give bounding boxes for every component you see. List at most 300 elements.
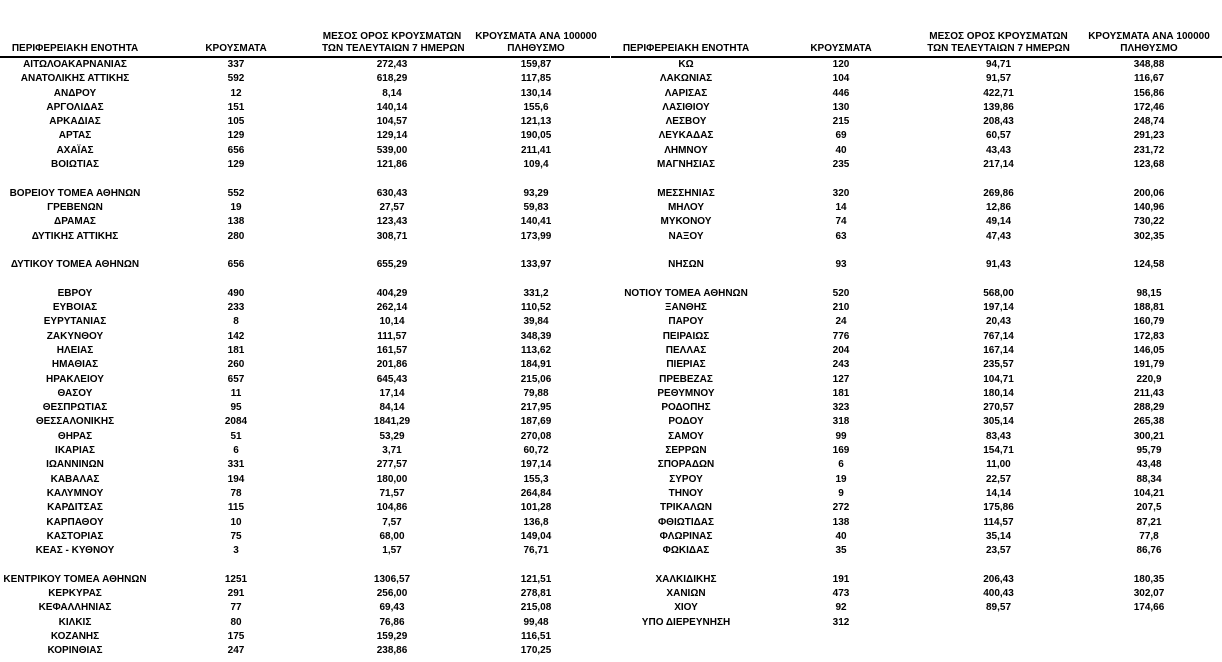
per100k-cell: 140,96 [1133, 201, 1165, 213]
cases-cell: 552 [227, 187, 245, 199]
cases-cell: 151 [227, 101, 245, 113]
avg7-cell: 94,71 [985, 59, 1012, 70]
region-cell: ΜΥΚΟΝΟΥ [660, 216, 712, 228]
region-cell: ΛΕΣΒΟΥ [665, 116, 707, 128]
per100k-cell: 136,8 [523, 516, 549, 528]
per100k-cell: 87,21 [1136, 516, 1162, 528]
per100k-cell: 170,25 [520, 645, 552, 657]
cases-cell: 210 [832, 302, 850, 314]
cases-cell: 127 [832, 373, 850, 385]
spacer-row [611, 272, 1222, 286]
cases-cell: 51 [230, 430, 242, 442]
per100k-cell: 217,95 [520, 402, 552, 414]
avg7-cell: 20,43 [985, 316, 1012, 328]
header-row [0, 0, 610, 57]
region-cell: ΚΟΖΑΝΗΣ [50, 630, 100, 642]
cases-cell: 6 [838, 459, 844, 471]
region-cell: ΠΕΙΡΑΙΩΣ [662, 330, 710, 342]
region-cell: ΚΩ [678, 59, 694, 70]
region-cell: ΙΩΑΝΝΙΝΩΝ [46, 459, 104, 471]
cases-cell: 194 [227, 473, 245, 485]
avg7-cell: 89,57 [985, 602, 1012, 614]
region-cell: ΛΑΚΩΝΙΑΣ [659, 73, 713, 85]
avg7-cell: 235,57 [983, 359, 1014, 371]
per100k-cell: 278,81 [520, 587, 552, 599]
table-row [0, 530, 610, 544]
table-row [611, 315, 1222, 329]
avg7-cell: 139,86 [983, 101, 1014, 113]
per100k-cell: 98,15 [1136, 287, 1162, 299]
table-row [0, 129, 610, 143]
per100k-cell: 110,52 [520, 302, 552, 314]
per100k-cell: 43,48 [1136, 459, 1162, 471]
avg7-cell: 69,43 [379, 602, 405, 614]
per100k-cell: 331,2 [523, 287, 549, 299]
avg7-cell: 104,71 [983, 373, 1014, 385]
cases-cell: 291 [227, 587, 245, 599]
header-avg7-line1: ΜΕΣΟΣ ΟΡΟΣ ΚΡΟΥΣΜΑΤΩΝ [929, 31, 1068, 42]
header-region-label: ΠΕΡΙΦΕΡΕΙΑΚΗ ΕΝΟΤΗΤΑ [622, 43, 750, 54]
region-cell: ΘΕΣΠΡΩΤΙΑΣ [42, 402, 108, 414]
per100k-cell: 159,87 [520, 59, 552, 70]
region-cell: ΤΡΙΚΑΛΩΝ [660, 502, 712, 514]
table-row [0, 115, 610, 129]
table-row [0, 501, 610, 515]
table-row [611, 444, 1222, 458]
region-cell: ΠΡΕΒΕΖΑΣ [659, 373, 713, 385]
avg7-cell: 22,57 [985, 473, 1012, 485]
table-row [611, 401, 1222, 415]
region-cell: ΚΕΝΤΡΙΚΟΥ ΤΟΜΕΑ ΑΘΗΝΩΝ [3, 573, 147, 585]
avg7-cell: 161,57 [376, 344, 408, 356]
avg7-cell: 767,14 [983, 330, 1014, 342]
per100k-cell: 220,9 [1136, 373, 1162, 385]
cases-cell: 40 [835, 144, 847, 156]
spacer-cell [611, 172, 1222, 186]
per100k-cell: 302,07 [1133, 587, 1165, 599]
cases-cell: 142 [227, 330, 245, 342]
header-per100k-line1: ΚΡΟΥΣΜΑΤΑ ΑΝΑ 100000 [1088, 31, 1210, 42]
header-avg7 [921, 0, 1076, 57]
cases-cell: 473 [832, 587, 850, 599]
region-cell: ΚΑΒΑΛΑΣ [50, 473, 100, 485]
cases-cell: 446 [832, 87, 850, 99]
cases-cell: 92 [835, 602, 847, 614]
per100k-cell [1076, 616, 1222, 630]
avg7-cell: 129,14 [376, 130, 408, 142]
cases-cell: 10 [230, 516, 242, 528]
region-cell: ΔΥΤΙΚΗΣ ΑΤΤΙΚΗΣ [31, 230, 119, 242]
region-cell: ΧΑΛΚΙΔΙΚΗΣ [655, 573, 717, 585]
avg7-cell: 7,57 [382, 516, 402, 528]
region-cell: ΑΧΑΪΑΣ [56, 144, 94, 156]
table-row [0, 301, 610, 315]
per100k-cell: 265,38 [1133, 416, 1165, 428]
per100k-cell: 130,14 [520, 87, 552, 99]
table-row [611, 258, 1222, 272]
avg7-cell: 400,43 [983, 587, 1014, 599]
table-row [0, 630, 610, 644]
per100k-cell: 77,8 [1139, 530, 1159, 542]
table-row [0, 430, 610, 444]
table-row [611, 301, 1222, 315]
avg7-cell: 84,14 [379, 402, 405, 414]
avg7-cell: 23,57 [985, 545, 1012, 557]
table-row [0, 516, 610, 530]
per100k-cell: 60,72 [523, 445, 549, 457]
per100k-cell: 174,66 [1133, 602, 1165, 614]
per100k-cell: 180,35 [1133, 573, 1165, 585]
per100k-cell: 215,06 [520, 373, 552, 385]
cases-cell: 215 [832, 116, 850, 128]
avg7-cell: 568,00 [983, 287, 1014, 299]
per100k-cell: 121,51 [520, 573, 552, 585]
table-row [611, 129, 1222, 143]
avg7-cell: 201,86 [376, 359, 408, 371]
cases-cell: 175 [227, 630, 245, 642]
table-row [0, 373, 610, 387]
header-region-label: ΠΕΡΙΦΕΡΕΙΑΚΗ ΕΝΟΤΗΤΑ [11, 43, 139, 54]
avg7-cell: 17,14 [379, 387, 405, 399]
per100k-cell: 39,84 [523, 316, 549, 328]
region-cell: ΕΥΒΟΙΑΣ [52, 302, 98, 314]
region-cell: ΚΑΣΤΟΡΙΑΣ [46, 530, 104, 542]
spacer-cell [611, 244, 1222, 258]
avg7-cell: 180,00 [376, 473, 408, 485]
table-row [0, 415, 610, 429]
table-row [611, 158, 1222, 172]
per100k-cell: 730,22 [1133, 216, 1165, 228]
per100k-cell: 113,62 [520, 344, 552, 356]
table-row [611, 72, 1222, 86]
avg7-cell: 123,43 [376, 216, 408, 228]
table-row [0, 487, 610, 501]
avg7-cell: 618,29 [376, 73, 408, 85]
per100k-cell: 156,86 [1133, 87, 1165, 99]
region-cell: ΛΑΡΙΣΑΣ [664, 87, 708, 99]
region-cell: ΗΛΕΙΑΣ [56, 344, 94, 356]
table-row [611, 115, 1222, 129]
table-row [611, 215, 1222, 229]
avg7-cell: 208,43 [983, 116, 1014, 128]
table-row [0, 330, 610, 344]
cases-cell: 323 [832, 402, 850, 414]
region-cell: ΑΙΤΩΛΟΑΚΑΡΝΑΝΙΑΣ [23, 59, 127, 70]
region-cell: ΡΟΔΟΠΗΣ [661, 402, 711, 414]
avg7-cell: 43,43 [985, 144, 1012, 156]
region-cell: ΧΙΟΥ [674, 602, 698, 614]
table-row [0, 258, 610, 272]
table-row [611, 616, 1222, 630]
region-cell: ΘΑΣΟΥ [57, 387, 93, 399]
avg7-cell: 630,43 [376, 187, 408, 199]
per100k-cell: 190,05 [520, 130, 552, 142]
cases-cell: 2084 [224, 416, 248, 428]
per100k-cell: 215,08 [520, 602, 552, 614]
avg7-cell: 140,14 [376, 101, 408, 113]
table-row [0, 287, 610, 301]
cases-cell: 120 [832, 59, 850, 70]
header-region [611, 0, 761, 57]
per100k-cell: 101,28 [520, 502, 552, 514]
avg7-cell: 76,86 [379, 616, 405, 628]
table-row [0, 201, 610, 215]
per100k-cell: 300,21 [1133, 430, 1165, 442]
avg7-cell: 49,14 [985, 216, 1012, 228]
table-row [611, 530, 1222, 544]
avg7-cell: 114,57 [983, 516, 1014, 528]
region-cell: ΚΕΦΑΛΛΗΝΙΑΣ [38, 602, 112, 614]
header-avg7 [322, 0, 465, 57]
cases-table-left [0, 0, 610, 658]
avg7-cell: 14,14 [985, 487, 1012, 499]
table-row [611, 573, 1222, 587]
table-row [0, 87, 610, 101]
per100k-cell: 59,83 [523, 201, 549, 213]
region-cell: ΦΘΙΩΤΙΔΑΣ [657, 516, 715, 528]
table-row [0, 473, 610, 487]
avg7-cell: 175,86 [983, 502, 1014, 514]
region-cell: ΑΝΔΡΟΥ [53, 87, 97, 99]
cases-cell: 320 [832, 187, 850, 199]
region-cell: ΝΑΞΟΥ [668, 230, 704, 242]
cases-cell: 11 [230, 387, 242, 399]
table-row [0, 101, 610, 115]
avg7-cell: 277,57 [376, 459, 408, 471]
table-row [0, 544, 610, 558]
per100k-cell: 146,05 [1133, 344, 1165, 356]
table-body-left [0, 57, 610, 658]
table-row [0, 215, 610, 229]
cases-cell: 80 [230, 616, 242, 628]
table-row [0, 187, 610, 201]
header-per100k [462, 0, 610, 57]
header-per100k-line1: ΚΡΟΥΣΜΑΤΑ ΑΝΑ 100000 [475, 31, 597, 42]
region-cell: ΚΕΡΚΥΡΑΣ [48, 587, 102, 599]
table-row [611, 516, 1222, 530]
avg7-cell: 47,43 [985, 230, 1012, 242]
table-row [611, 473, 1222, 487]
region-cell: ΡΕΘΥΜΝΟΥ [657, 387, 715, 399]
cases-cell: 19 [835, 473, 847, 485]
per100k-cell: 207,5 [1136, 502, 1162, 514]
per100k-cell: 93,29 [523, 187, 549, 199]
cases-cell: 9 [838, 487, 844, 499]
region-cell: ΠΑΡΟΥ [668, 316, 704, 328]
region-cell: ΚΟΡΙΝΘΙΑΣ [47, 645, 103, 657]
table-row [611, 415, 1222, 429]
region-cell: ΡΟΔΟΥ [668, 416, 704, 428]
table-row [611, 601, 1222, 615]
region-cell: ΗΡΑΚΛΕΙΟΥ [46, 373, 104, 385]
region-cell: ΔΥΤΙΚΟΥ ΤΟΜΕΑ ΑΘΗΝΩΝ [10, 259, 140, 271]
avg7-cell: 1841,29 [373, 416, 411, 428]
table-row [611, 230, 1222, 244]
region-cell: ΒΟΙΩΤΙΑΣ [51, 159, 99, 171]
cases-cell: 181 [227, 344, 245, 356]
cases-cell: 235 [832, 159, 850, 171]
table-row [0, 401, 610, 415]
per100k-cell: 140,41 [520, 216, 552, 228]
header-region [0, 0, 150, 57]
header-per100k-line2: ΠΛΗΘΥΣΜΟ [507, 43, 565, 54]
table-body-right [611, 57, 1222, 630]
table-row [0, 158, 610, 172]
region-cell: ΑΡΤΑΣ [58, 130, 92, 142]
per100k-cell: 79,88 [523, 387, 549, 399]
cases-cell: 35 [835, 545, 847, 557]
cases-cell: 181 [832, 387, 850, 399]
cases-cell: 272 [832, 502, 850, 514]
region-cell: ΜΕΣΣΗΝΙΑΣ [657, 187, 715, 199]
spacer-cell [0, 172, 610, 186]
spacer-cell [611, 272, 1222, 286]
avg7-cell: 10,14 [379, 316, 405, 328]
cases-cell: 129 [227, 130, 245, 142]
table-row [611, 344, 1222, 358]
table-row [611, 330, 1222, 344]
cases-cell: 260 [227, 359, 245, 371]
per100k-cell: 270,08 [520, 430, 552, 442]
avg7-cell: 8,14 [382, 87, 402, 99]
cases-cell: 74 [835, 216, 847, 228]
cases-cell: 280 [227, 230, 245, 242]
table-row [611, 201, 1222, 215]
avg7-cell: 404,29 [376, 287, 408, 299]
cases-cell: 233 [227, 302, 245, 314]
cases-cell: 312 [832, 616, 850, 628]
region-cell: ΚΑΡΔΙΤΣΑΣ [47, 502, 103, 514]
table-row [611, 587, 1222, 601]
per100k-cell: 88,34 [1136, 473, 1162, 485]
avg7-cell: 91,57 [985, 73, 1012, 85]
table-row [611, 430, 1222, 444]
per100k-cell: 116,51 [520, 630, 552, 642]
per100k-cell: 155,3 [523, 473, 549, 485]
avg7-cell: 655,29 [376, 259, 408, 271]
region-cell: ΦΛΩΡΙΝΑΣ [659, 530, 713, 542]
spacer-cell [0, 558, 610, 572]
cases-cell: 337 [227, 59, 245, 70]
cases-cell: 129 [227, 159, 245, 171]
region-cell: ΑΡΚΑΔΙΑΣ [49, 116, 101, 128]
cases-cell: 78 [230, 487, 242, 499]
cases-cell: 520 [832, 287, 850, 299]
per100k-cell: 160,79 [1133, 316, 1165, 328]
region-cell: ΖΑΚΥΝΘΟΥ [46, 330, 104, 342]
cases-cell: 12 [230, 87, 242, 99]
per100k-cell: 188,81 [1133, 302, 1165, 314]
spacer-cell [0, 272, 610, 286]
per100k-cell: 104,21 [1133, 487, 1165, 499]
avg7-cell: 262,14 [376, 302, 408, 314]
avg7-cell: 83,43 [985, 430, 1012, 442]
spacer-row [611, 558, 1222, 572]
spacer-row [0, 244, 610, 258]
region-cell: ΛΕΥΚΑΔΑΣ [658, 130, 714, 142]
table-row [611, 87, 1222, 101]
avg7-cell [921, 616, 1076, 630]
avg7-cell: 111,57 [377, 330, 407, 342]
per100k-cell: 116,67 [1133, 73, 1165, 85]
avg7-cell: 180,14 [983, 387, 1014, 399]
table-row [0, 644, 610, 658]
region-cell: ΘΗΡΑΣ [57, 430, 93, 442]
avg7-cell: 68,00 [379, 530, 405, 542]
header-cases-label: ΚΡΟΥΣΜΑΤΑ [205, 43, 267, 54]
region-cell: ΔΡΑΜΑΣ [54, 216, 96, 228]
region-cell: ΓΡΕΒΕΝΩΝ [47, 201, 103, 213]
cases-cell: 75 [230, 530, 242, 542]
spacer-row [611, 172, 1222, 186]
per100k-cell: 231,72 [1133, 144, 1165, 156]
cases-table-right [611, 0, 1222, 630]
cases-cell: 95 [230, 402, 242, 414]
avg7-cell: 308,71 [376, 230, 408, 242]
table-row [611, 287, 1222, 301]
table-row [0, 72, 610, 86]
per100k-cell: 124,58 [1133, 259, 1165, 271]
table-row [611, 501, 1222, 515]
per100k-cell: 155,6 [523, 101, 549, 113]
per100k-cell: 288,29 [1133, 402, 1165, 414]
avg7-cell: 104,57 [376, 116, 408, 128]
region-cell: ΠΕΛΛΑΣ [665, 344, 707, 356]
avg7-cell: 645,43 [376, 373, 408, 385]
per100k-cell: 211,43 [1133, 387, 1165, 399]
per100k-cell: 173,99 [520, 230, 552, 242]
per100k-cell: 291,23 [1133, 130, 1165, 142]
header-per100k-line2: ΠΛΗΘΥΣΜΟ [1120, 43, 1178, 54]
per100k-cell: 95,79 [1136, 445, 1162, 457]
table-row [0, 458, 610, 472]
per100k-cell: 191,79 [1133, 359, 1165, 371]
cases-cell: 3 [233, 545, 239, 557]
avg7-cell: 60,57 [985, 130, 1012, 142]
cases-cell: 115 [227, 502, 245, 514]
cases-cell: 656 [227, 144, 245, 156]
table-row [611, 373, 1222, 387]
region-cell: ΣΥΡΟΥ [669, 473, 703, 485]
table-row [0, 315, 610, 329]
per100k-cell: 211,41 [520, 144, 552, 156]
table-row [0, 358, 610, 372]
avg7-cell: 217,14 [983, 159, 1014, 171]
region-cell: ΣΠΟΡΑΔΩΝ [657, 459, 715, 471]
table-row [0, 344, 610, 358]
avg7-cell: 159,29 [376, 630, 408, 642]
region-cell: ΒΟΡΕΙΟΥ ΤΟΜΕΑ ΑΘΗΝΩΝ [9, 187, 141, 199]
avg7-cell: 270,57 [983, 402, 1014, 414]
per100k-cell: 197,14 [520, 459, 552, 471]
region-cell: ΥΠΟ ΔΙΕΡΕΥΝΗΣΗ [641, 616, 731, 628]
per100k-cell: 302,35 [1133, 230, 1165, 242]
cases-cell: 77 [230, 602, 242, 614]
header-cases-label: ΚΡΟΥΣΜΑΤΑ [810, 43, 872, 54]
region-cell: ΧΑΝΙΩΝ [666, 587, 706, 599]
region-cell: ΝΟΤΙΟΥ ΤΟΜΕΑ ΑΘΗΝΩΝ [624, 287, 748, 299]
table-row [611, 358, 1222, 372]
region-cell: ΛΑΣΙΘΙΟΥ [662, 101, 710, 113]
region-cell: ΚΕΑΣ - ΚΥΘΝΟΥ [35, 545, 115, 557]
region-cell: ΗΜΑΘΙΑΣ [51, 359, 99, 371]
region-cell: ΜΗΛΟΥ [667, 201, 705, 213]
region-cell: ΙΚΑΡΙΑΣ [55, 445, 95, 457]
per100k-cell: 172,83 [1133, 330, 1165, 342]
per100k-cell: 76,71 [523, 545, 549, 557]
region-cell: ΚΑΡΠΑΘΟΥ [46, 516, 104, 528]
table-row [0, 616, 610, 630]
